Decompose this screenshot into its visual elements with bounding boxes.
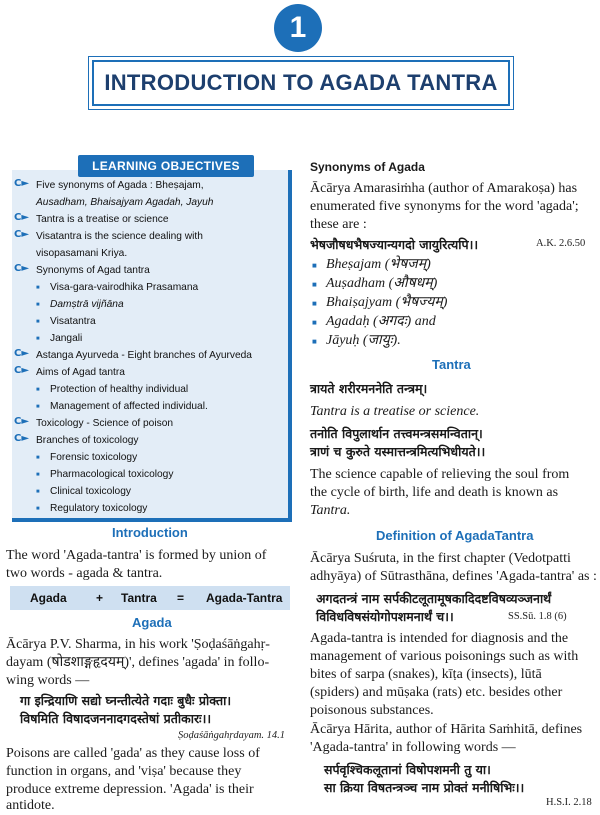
definition-para-line: management of various poisonings such as with (310, 649, 579, 664)
objective-subitem: ■ Forensic toxicology (50, 450, 137, 467)
definition-para-line: poisonous substances. (310, 703, 434, 718)
agada-line-2: dayam (षोडशाङ्गहृदयम्)', defines 'agada' in follo- (6, 655, 270, 670)
tantra-definition: Tantra is a treatise or science. (310, 404, 480, 419)
objective-subitem: ■ Management of affected individual. (50, 399, 208, 416)
objective-subitem: ■ Pharmacological toxicology (50, 467, 173, 484)
sanskrit-verse: विविधविषसंयोगोपशमनार्थं च।। (316, 609, 454, 624)
equation-term-agada: Agada (30, 591, 67, 605)
verse-reference: H.S.I. 2.18 (546, 797, 592, 808)
verse-reference: SS.Sū. 1.8 (6) (508, 611, 567, 622)
definition-para-line: Agada-tantra is intended for diagnosis and the (310, 631, 569, 646)
tantra-para-line: Tantra. (310, 503, 351, 518)
objective-subitem: ■ Visatantra (50, 314, 96, 331)
arrow-bullet-icon: C► (14, 416, 30, 427)
tantra-heading: Tantra (432, 357, 471, 372)
equation-plus: + (96, 591, 104, 605)
synonym-list-item: ■ Agadaḥ (अगदः) and (326, 313, 436, 331)
definition-line: adhyāya) of Sūtrasthāna, defines 'Agada-tantra' as : (310, 569, 597, 584)
sanskrit-verse: तनोति विपुलार्थान तत्त्वमन्त्रसमन्वितान्। (310, 426, 483, 441)
agada-para-line: function in organs, and 'viṣa' because they (6, 764, 242, 779)
definition-para-line: (spiders) and mūṣaka (rats) etc. besides other (310, 685, 563, 700)
equation-term-tantra: Tantra (121, 591, 157, 605)
agada-tantra-equation (10, 586, 290, 610)
harita-line: 'Agada-tantra' in following words — (310, 740, 516, 755)
synonym-list-item: ■ Bhaiṣajyam (भैषज्यम्) (326, 294, 447, 312)
agada-line-1: Ācārya P.V. Sharma, in his work 'Ṣoḍaśāṅgahṛ- (6, 637, 270, 652)
sanskrit-verse: भेषजौषधभैषज्यान्यगदो जायुरित्यपि।। (310, 237, 479, 252)
learning-objectives-box: C► Five synonyms of Agada : Bheṣajam, Ausadham, Bhaisajyam Agadah, Jayuh C► Tantra is a treatise or science C► Visatantra is the science dealing with visopasamani Kriya. C► Synonyms of Agad tantra ■ Visa-gara-vairodhika Prasamana ■ Damṣtrā vijñāna ■ Visatantra ■ Jangali C► Astanga Ayurveda - Eight branches of Ayurveda C► Aims of Agad tantra ■ Protection of healthy individual ■ Management of affected individual. C► Toxicology - Science of poison C► Branches of toxicology ■ Forensic toxicology ■ Pharmacological toxicology ■ Clinical toxicology ■ Regulatory toxicology (12, 170, 292, 522)
arrow-bullet-icon: C► (14, 365, 30, 376)
agada-para-line: antidote. (6, 798, 55, 813)
synonym-list-item: ■ Bheṣajam (भेषजम्) (326, 256, 431, 274)
verse-reference: A.K. 2.6.50 (536, 238, 586, 249)
definition-line: Ācārya Suśruta, in the first chapter (Vedotpatti (310, 551, 571, 566)
agada-heading: Agada (132, 615, 172, 630)
chapter-number-badge: 1 (274, 4, 322, 52)
verse-reference: Ṣoḍaśāṅgahṛdayam. 14.1 (178, 730, 286, 741)
arrow-bullet-icon: C► (14, 348, 30, 359)
sanskrit-verse: अगदतन्त्रं नाम सर्पकीटलूतामूषकादिदष्टविषव्यञ्जनार्थं (316, 591, 552, 606)
agada-para-line: Poisons are called 'gada' as they cause loss of (6, 746, 260, 761)
intro-line-2: two words - agada & tantra. (6, 566, 163, 581)
introduction-heading: Introduction (112, 525, 188, 540)
objective-subitem: ■ Jangali (50, 331, 82, 348)
chapter-title: INTRODUCTION TO AGADA TANTRA (92, 60, 510, 106)
synonym-list-item: ■ Jāyuḥ (जायुः). (326, 332, 401, 350)
objective-subitem: ■ Protection of healthy individual (50, 382, 188, 399)
arrow-bullet-icon: C► (14, 212, 30, 223)
definition-heading: Definition of AgadaTantra (376, 528, 534, 543)
synonyms-line: these are : (310, 217, 367, 232)
synonyms-line: Ācārya Amarasiṁha (author of Amarakoṣa) has (310, 181, 578, 196)
sanskrit-verse: त्रायते शरीरमननेति तन्त्रम्। (310, 381, 428, 396)
agada-para-line: produce extreme depression. 'Agada' is their (6, 782, 254, 797)
equation-equals: = (177, 591, 185, 605)
arrow-bullet-icon: C► (14, 178, 30, 189)
synonyms-heading: Synonyms of Agada (310, 160, 425, 174)
intro-line-1: The word 'Agada-tantra' is formed by union of (6, 548, 267, 563)
sanskrit-verse: गा इन्द्रियाणि सद्यो घ्नन्तीत्येते गदाः बुधैः प्रोक्ता। (20, 693, 232, 708)
objective-subitem: ■ Clinical toxicology (50, 484, 131, 501)
equation-result: Agada-Tantra (206, 591, 283, 605)
harita-line: Ācārya Hārita, author of Hārita Saṁhitā, defines (310, 722, 583, 737)
arrow-bullet-icon: C► (14, 229, 30, 240)
objective-subitem: ■ Damṣtrā vijñāna (50, 297, 124, 314)
tantra-para-line: the cycle of birth, life and death is known as (310, 485, 559, 500)
agada-line-3: wing words — (6, 673, 90, 688)
arrow-bullet-icon: C► (14, 433, 30, 444)
definition-para-line: bites of sarpa (snakes), kīṭa (insects), lūtā (310, 667, 542, 682)
objective-subitem: ■ Visa-gara-vairodhika Prasamana (50, 280, 198, 297)
sanskrit-verse: सर्पवृश्चिकलूतानां विषोपशमनी तु या। (324, 762, 491, 777)
sanskrit-verse: विषमिति विषादजननादगदस्तेषां प्रतीकारः।। (20, 711, 212, 726)
objective-subitem: ■ Regulatory toxicology (50, 501, 147, 518)
learning-objectives-heading: LEARNING OBJECTIVES (78, 155, 254, 177)
arrow-bullet-icon: C► (14, 263, 30, 274)
synonyms-line: enumerated five synonyms for the word 'agada'; (310, 199, 579, 214)
synonym-list-item: ■ Auṣadham (औषधम्) (326, 275, 437, 293)
tantra-para-line: The science capable of relieving the soul from (310, 467, 570, 482)
sanskrit-verse: सा क्रिया विषतन्त्रञ्च नाम प्रोक्तं मनीषिभिः।। (324, 780, 525, 795)
sanskrit-verse: त्राणं च कुरुते यस्मात्तन्त्रमित्यभिधीयते।। (310, 444, 486, 459)
